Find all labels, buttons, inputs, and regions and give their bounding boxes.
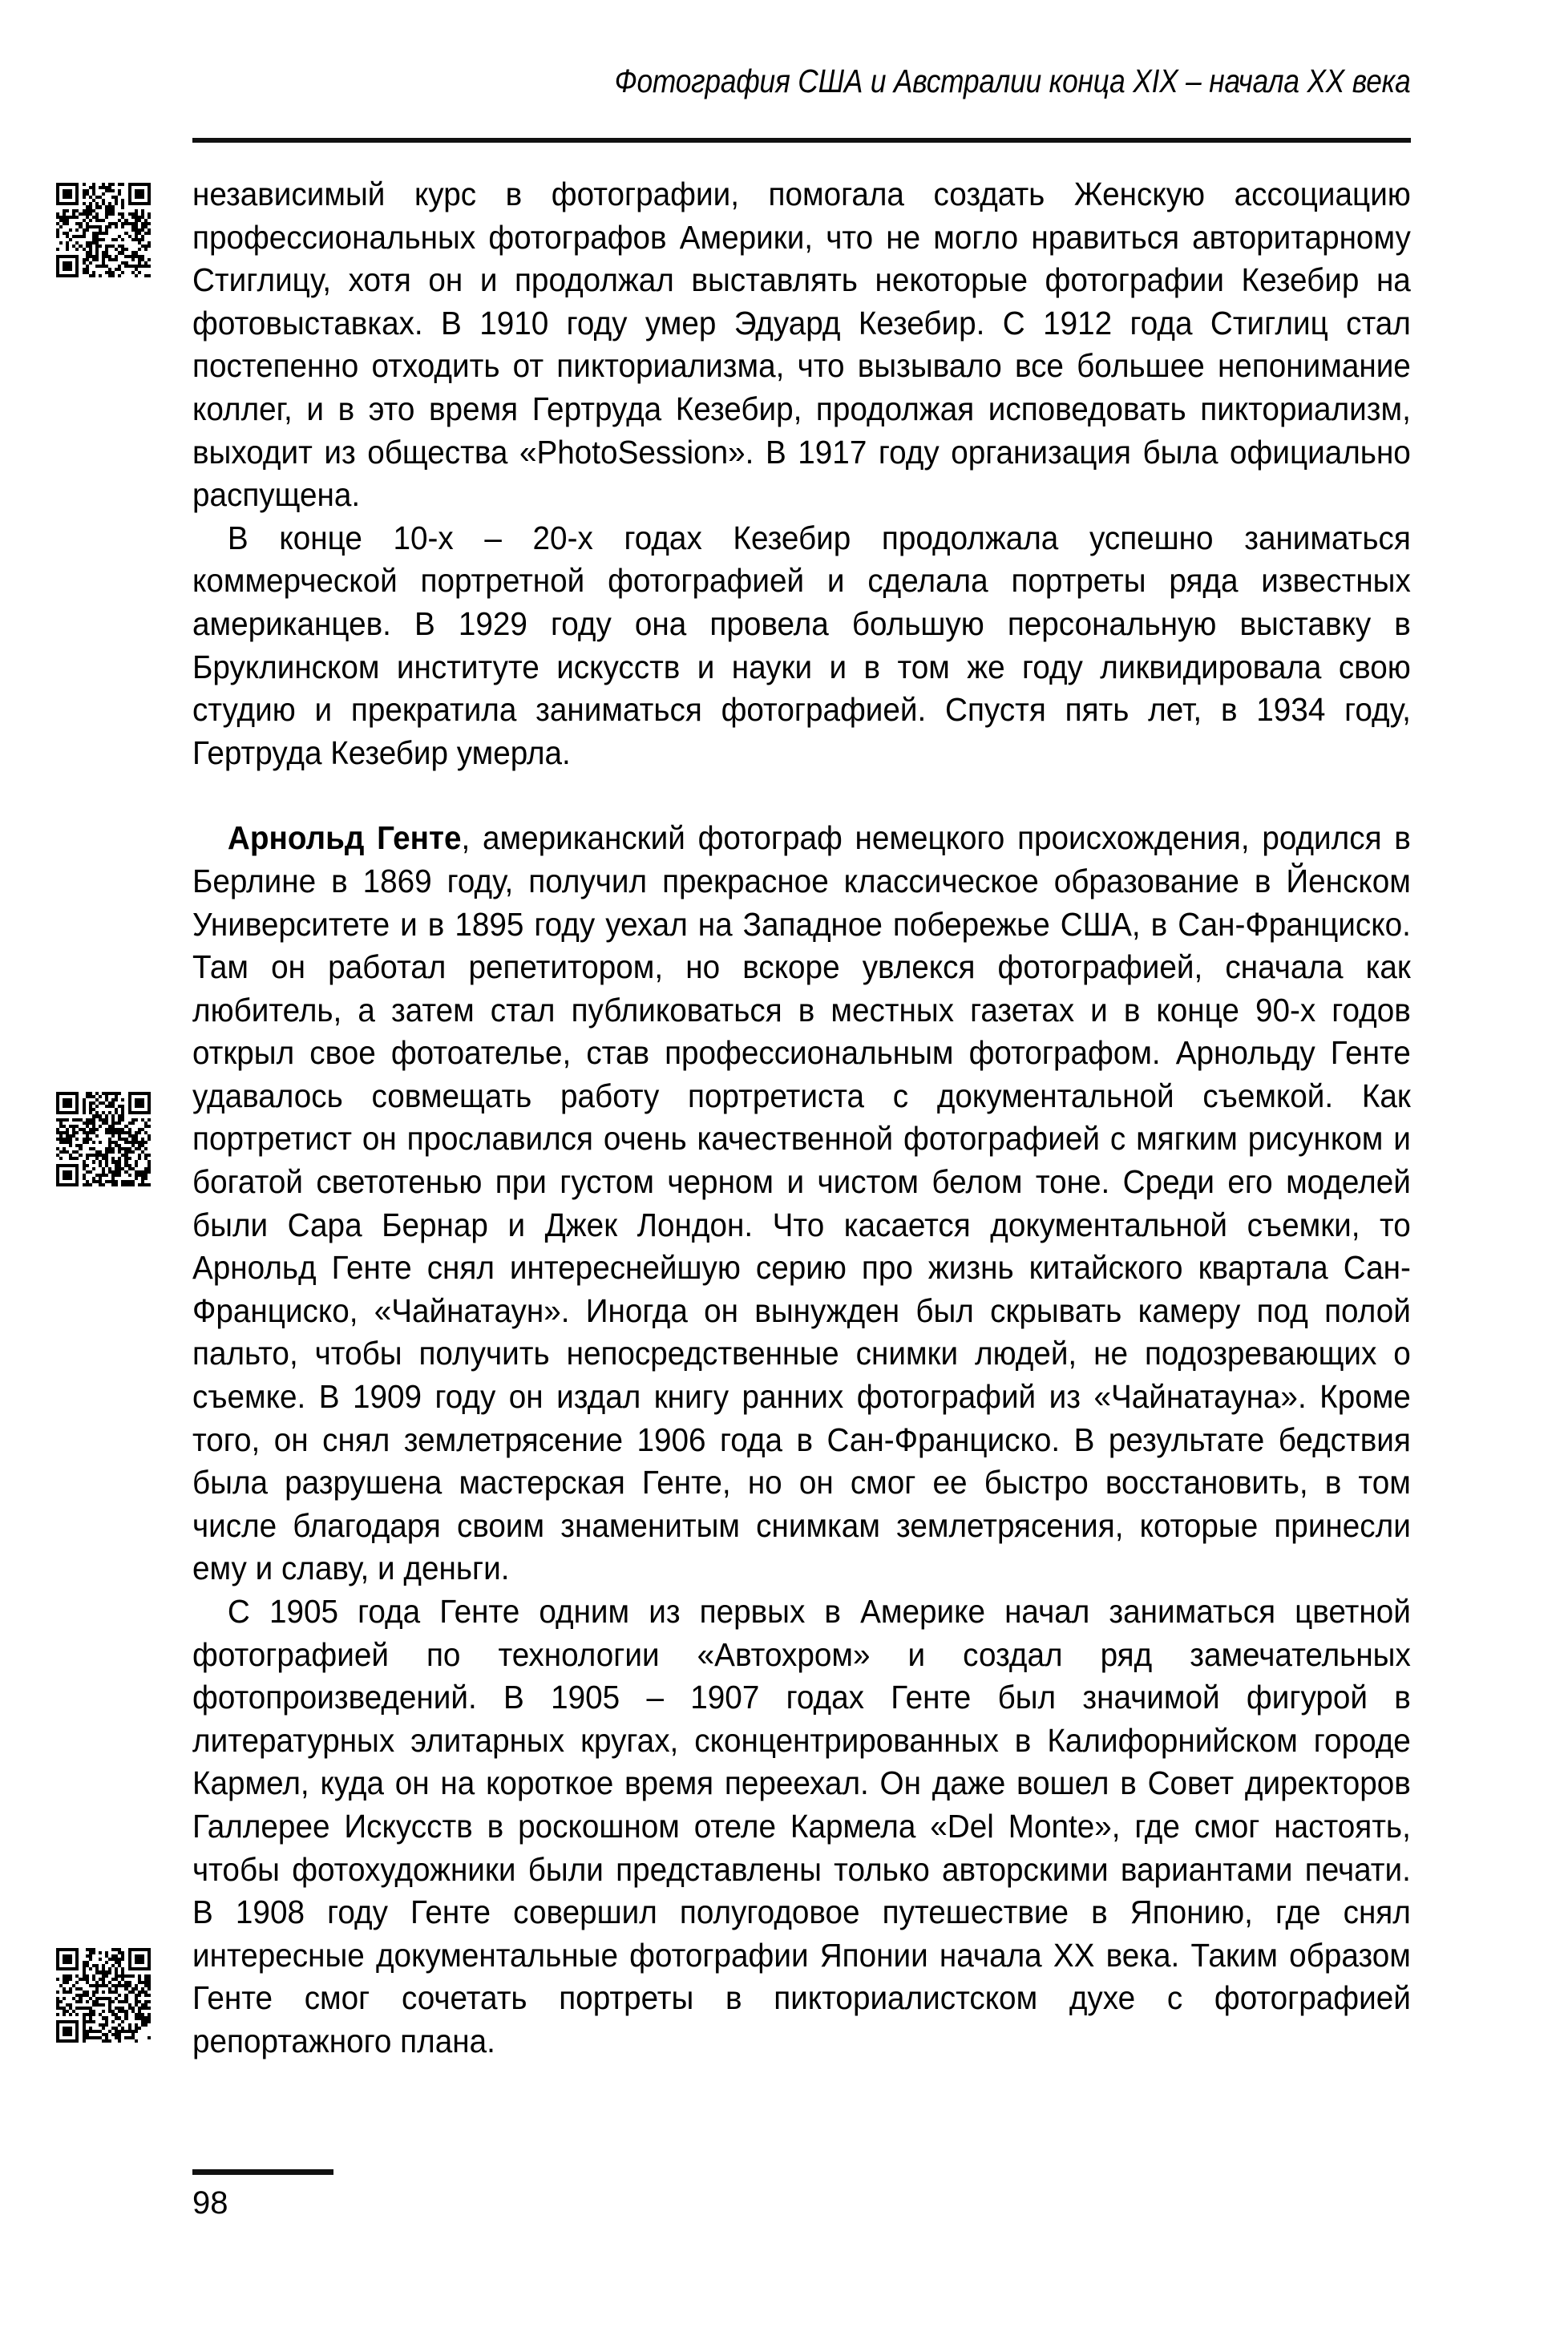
running-head: [192, 63, 1411, 111]
footer-rule: [192, 2169, 333, 2175]
paragraph-body-text: , американский фотограф немецкого происхождения, родился в Берлине в 1869 году, получил прекрасное классическое образование в Йенском Университете и в 1895 году уехал на Западное побережье США, в Сан-Франциско. Там он работал репетитором, но вскоре увлекся фотографией, сначала как любитель, а затем стал публиковаться в местных газетах и в конце 90-х годов открыл свое фотоателье, став профессиональным фотографом. Арнольду Генте удавалось совмещать работу портретиста с документальной съемкой. Как портретист он прославился очень качественной фотографией с мягким рисунком и богатой светотенью при густом черном и чистом белом тоне. Среди его моделей были Сара Бернар и Джек Лондон. Что касается документальной съемки, то Арнольд Генте снял интереснейшую серию про жизнь китайского квартала Сан-Франциско, «Чайнатаун». Иногда он вынужден был скрывать камеру под полой пальто, чтобы получить непосредственные снимки людей, не подозревающих о съемке. В 1909 году он издал книгу ранних фотографий из «Чайнатауна». Кроме того, он снял землетрясение 1906 года в Сан-Франциско. В результате бедствия была разрушена мастерская Генте, но он смог ее быстро восстановить, в том числе благодаря своим знаменитым снимкам землетрясения, которые принесли ему и славу, и деньги.: [192, 819, 1411, 1587]
qr-code-icon: [56, 183, 151, 277]
body-paragraph: В конце 10-х – 20-х годах Кезебир продолжала успешно заниматься коммерческой портретной фотографией и сделала портреты ряда известных американцев. В 1929 году она провела большую персональную выставку в Бруклинском институте искусств и науки и в том же году ликвидировала свою студию и прекратила заниматься фотографией. Спустя пять лет, в 1934 году, Гертруда Кезебир умерла.: [192, 519, 1411, 771]
body-paragraph-genthe: [192, 817, 1411, 1590]
text-column: [192, 173, 1411, 2063]
paragraph-lead-name: Арнольд Генте: [227, 819, 462, 857]
qr-code-icon: [56, 1948, 151, 2043]
page-number: 98: [192, 2185, 228, 2221]
body-paragraph: С 1905 года Генте одним из первых в Америке начал заниматься цветной фотографией по технологии «Автохром» и создал ряд замечательных фотопроизведений. В 1905 – 1907 годах Генте был значимой фигурой в литературных элитарных кругах, сконцентрированных в Калифорнийском городе Кармел, куда он на короткое время переехал. Он даже вошел в Совет директоров Галлерее Искусств в роскошном отеле Кармела «Del Monte», где смог настоять, чтобы фотохудожники были представлены только авторскими вариантами печати. В 1908 году Генте совершил полугодовое путешествие в Японию, где снял интересные документальные фотографии Японии начала XX века. Таким образом Генте смог сочетать портреты в пикториалистском духе с фотографией репортажного плана.: [192, 1593, 1411, 2059]
running-head-text: Фотография США и Австралии конца XIX – начала XX века: [615, 63, 1411, 99]
body-paragraph: независимый курс в фотографии, помогала создать Женскую ассоциацию профессиональных фотографов Америки, что не могло нравиться авторитарному Стиглицу, хотя он и продолжал выставлять некоторые фотографии Кезебир на фотовыставках. В 1910 году умер Эдуард Кезебир. С 1912 года Стиглиц стал постепенно отходить от пикториализма, что вызывало все большее непонимание коллег, и в это время Гертруда Кезебир, продолжая исповедовать пикториализм, выходит из общества «PhotoSession». В 1917 году организация была официально распущена.: [192, 176, 1411, 514]
header-rule: [192, 138, 1411, 143]
qr-code-icon: [56, 1092, 151, 1186]
